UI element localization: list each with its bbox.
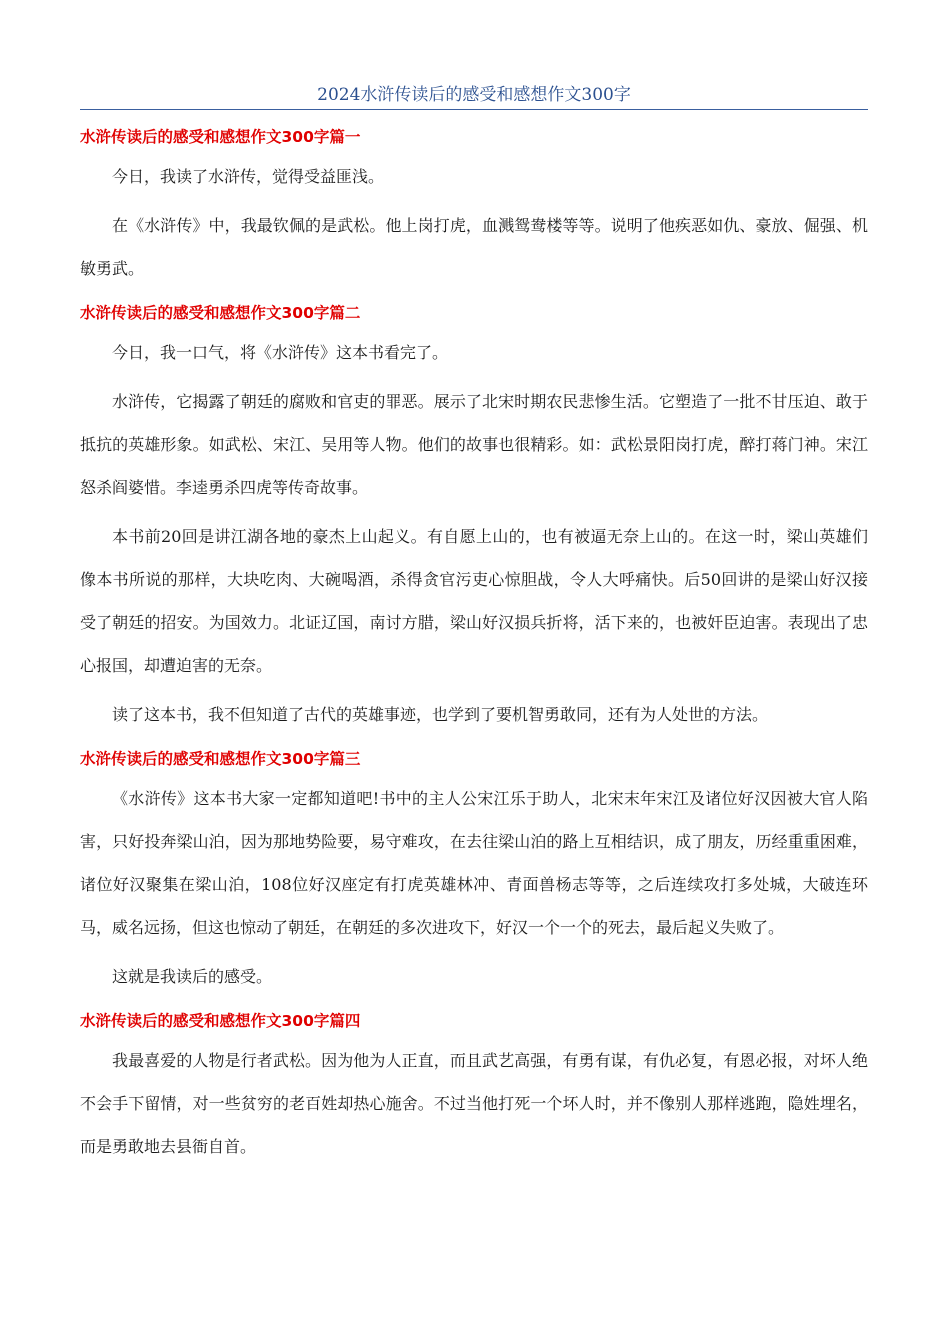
paragraph: 在《水浒传》中，我最钦佩的是武松。他上岗打虎，血溅鸳鸯楼等等。说明了他疾恶如仇、豪放、倔强、机敏勇武。 bbox=[80, 216, 868, 278]
paragraph: 今日，我一口气，将《水浒传》这本书看完了。 bbox=[112, 343, 449, 362]
paragraph: 今日，我读了水浒传，觉得受益匪浅。 bbox=[112, 167, 385, 186]
section-3 bbox=[80, 746, 868, 998]
section-heading: 水浒传读后的感受和感想作文300字篇三 bbox=[80, 750, 361, 768]
section-1 bbox=[80, 124, 868, 290]
section-2 bbox=[80, 300, 868, 736]
section-heading: 水浒传读后的感受和感想作文300字篇一 bbox=[80, 128, 361, 146]
section-heading: 水浒传读后的感受和感想作文300字篇四 bbox=[80, 1012, 361, 1030]
paragraph: 《水浒传》这本书大家一定都知道吧!书中的主人公宋江乐于助人，北宋末年宋江及诸位好汉因被大官人陷害，只好投奔梁山泊，因为那地势险要，易守难攻，在去往梁山泊的路上互相结识，成了朋友，历经重重困难，诸位好汉聚集在梁山泊，108位好汉座定有打虎英雄林冲、青面兽杨志等等，之后连续攻打多处城，大破连环马，威名远扬，但这也惊动了朝廷，在朝廷的多次进攻下，好汉一个一个的死去，最后起义失败了。 bbox=[80, 789, 868, 937]
page-header-title: 2024水浒传读后的感受和感想作文300字 bbox=[317, 85, 631, 105]
document-body bbox=[80, 124, 868, 1178]
section-4 bbox=[80, 1008, 868, 1168]
section-heading: 水浒传读后的感受和感想作文300字篇二 bbox=[80, 304, 361, 322]
paragraph: 本书前20回是讲江湖各地的豪杰上山起义。有自愿上山的，也有被逼无奈上山的。在这一时，梁山英雄们像本书所说的那样，大块吃肉、大碗喝酒，杀得贪官污吏心惊胆战，令人大呼痛快。后50回讲的是梁山好汉接受了朝廷的招安。为国效力。北证辽国，南讨方腊，梁山好汉损兵折将，活下来的，也被奸臣迫害。表现出了忠心报国，却遭迫害的无奈。 bbox=[80, 527, 868, 675]
paragraph: 我最喜爱的人物是行者武松。因为他为人正直，而且武艺高强，有勇有谋，有仇必复，有恩必报，对坏人绝不会手下留情，对一些贫穷的老百姓却热心施舍。不过当他打死一个坏人时，并不像别人那样逃跑，隐姓埋名，而是勇敢地去县衙自首。 bbox=[80, 1051, 868, 1156]
paragraph: 读了这本书，我不但知道了古代的英雄事迹，也学到了要机智勇敢同，还有为人处世的方法。 bbox=[112, 705, 769, 724]
paragraph: 水浒传，它揭露了朝廷的腐败和官吏的罪恶。展示了北宋时期农民悲惨生活。它塑造了一批不甘压迫、敢于抵抗的英雄形象。如武松、宋江、吴用等人物。他们的故事也很精彩。如：武松景阳岗打虎，醉打蒋门神。宋江怒杀阎婆惜。李逵勇杀四虎等传奇故事。 bbox=[80, 392, 868, 497]
paragraph: 这就是我读后的感受。 bbox=[112, 967, 273, 986]
header-divider bbox=[80, 109, 868, 110]
